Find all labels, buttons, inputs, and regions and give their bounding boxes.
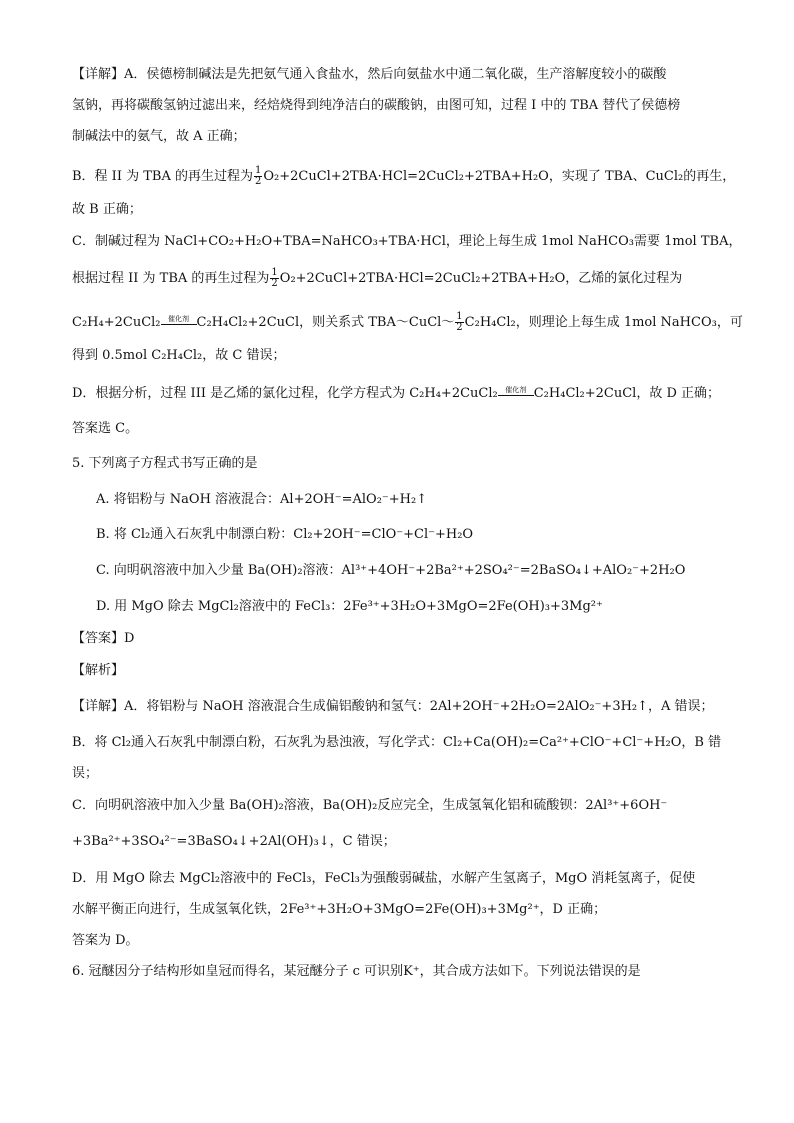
- answer-label: 【答案】D: [72, 631, 135, 646]
- fraction-one-half: $\frac{1}{2}$: [254, 165, 262, 187]
- analysis-line: 误；: [72, 766, 99, 781]
- option-c: C. 向明矾溶液中加入少量 Ba(OH)₂溶液：Al³⁺+4OH⁻+2Ba²⁺+2SO₄²⁻=2BaSO₄↓+AlO₂⁻+2H₂O: [96, 563, 686, 578]
- question-stem: 6. 冠醚因分子结构形如皇冠而得名，某冠醚分子 c 可识别K⁺，其合成方法如下。下列说法错误的是: [72, 964, 641, 979]
- analysis-line: D．根据分析，过程 III 是乙烯的氯化过程，化学方程式为 C₂H₄+2CuCl₂ 催化剂 C₂H₄Cl₂+2CuCl，故 D 正确；: [72, 386, 721, 401]
- analysis-line: 故 B 正确；: [72, 202, 142, 217]
- analysis-line: D．用 MgO 除去 MgCl₂溶液中的 FeCl₃，FeCl₃为强酸弱碱盐，水解产生氢离子，MgO 消耗氢离子，促使: [72, 871, 696, 886]
- analysis-line: 氢钠，再将碳酸氢钠过滤出来，经焙烧得到纯净洁白的碳酸钠，由图可知，过程 I 中的 TBA 替代了侯德榜: [72, 98, 681, 113]
- question-stem: 5. 下列离子方程式书写正确的是: [72, 456, 258, 471]
- analysis-line: +3Ba²⁺+3SO₄²⁻=3BaSO₄↓+2Al(OH)₃↓，C 错误；: [72, 834, 396, 849]
- analysis-line: 【详解】A．将铝粉与 NaOH 溶液混合生成偏铝酸钠和氢气：2Al+2OH⁻+2H₂O=2AlO₂⁻+3H₂↑，A 错误；: [72, 699, 714, 714]
- analysis-label: 【解析】: [72, 663, 125, 678]
- catalyst-arrow: 催化剂: [498, 386, 534, 401]
- analysis-line: B．程 II 为 TBA 的再生过程为 $\frac{1}{2}$ O₂+2CuCl+2TBA·HCl=2CuCl₂+2TBA+H₂O，实现了 TBA、CuCl₂的再生，: [72, 165, 736, 187]
- analysis-line: B．将 Cl₂通入石灰乳中制漂白粉，石灰乳为悬浊液，写化学式：Cl₂+Ca(OH)₂=Ca²⁺+ClO⁻+Cl⁻+H₂O，B 错: [72, 735, 722, 750]
- analysis-line: 制碱法中的氨气，故 A 正确；: [72, 129, 246, 144]
- analysis-line: C．制碱过程为 NaCl+CO₂+H₂O+TBA=NaHCO₃+TBA·HCl，理论上每生成 1mol NaHCO₃需要 1mol TBA，: [72, 234, 742, 249]
- fraction-one-half: $\frac{1}{2}$: [456, 311, 463, 333]
- analysis-line: C．向明矾溶液中加入少量 Ba(OH)₂溶液，Ba(OH)₂反应完全，生成氢氧化铝和硫酸钡：2Al³⁺+6OH⁻: [72, 798, 668, 813]
- analysis-line: 水解平衡正向进行，生成氢氧化铁，2Fe³⁺+3H₂O+3MgO=2Fe(OH)₃+3Mg²⁺，D 正确；: [72, 902, 607, 917]
- catalyst-arrow: 催化剂: [161, 315, 197, 330]
- fraction-one-half: $\frac{1}{2}$: [271, 267, 278, 289]
- analysis-line: 根据过程 II 为 TBA 的再生过程为 $\frac{1}{2}$ O₂+2CuCl+2TBA·HCl=2CuCl₂+2TBA+H₂O，乙烯的氯化过程为: [72, 267, 683, 289]
- analysis-line: C₂H₄+2CuCl₂ 催化剂 C₂H₄Cl₂+2CuCl，则关系式 TBA～CuCl～ $\frac{1}{2}$ C₂H₄Cl₂，则理论上每生成 1mol NaHCO₃，可: [72, 311, 743, 333]
- analysis-line: 【详解】A．侯德榜制碱法是先把氨气通入食盐水，然后向氨盐水中通二氧化碳，生产溶解度较小的碳酸: [72, 67, 667, 82]
- option-a: A. 将铝粉与 NaOH 溶液混合：Al+2OH⁻=AlO₂⁻+H₂↑: [96, 492, 428, 507]
- answer-line: 答案选 C。: [72, 421, 139, 436]
- option-b: B. 将 Cl₂通入石灰乳中制漂白粉：Cl₂+2OH⁻=ClO⁻+Cl⁻+H₂O: [96, 527, 474, 542]
- option-d: D. 用 MgO 除去 MgCl₂溶液中的 FeCl₃：2Fe³⁺+3H₂O+3MgO=2Fe(OH)₃+3Mg²⁺: [96, 599, 603, 614]
- analysis-line: 得到 0.5mol C₂H₄Cl₂，故 C 错误；: [72, 348, 286, 363]
- answer-line: 答案为 D。: [72, 933, 139, 948]
